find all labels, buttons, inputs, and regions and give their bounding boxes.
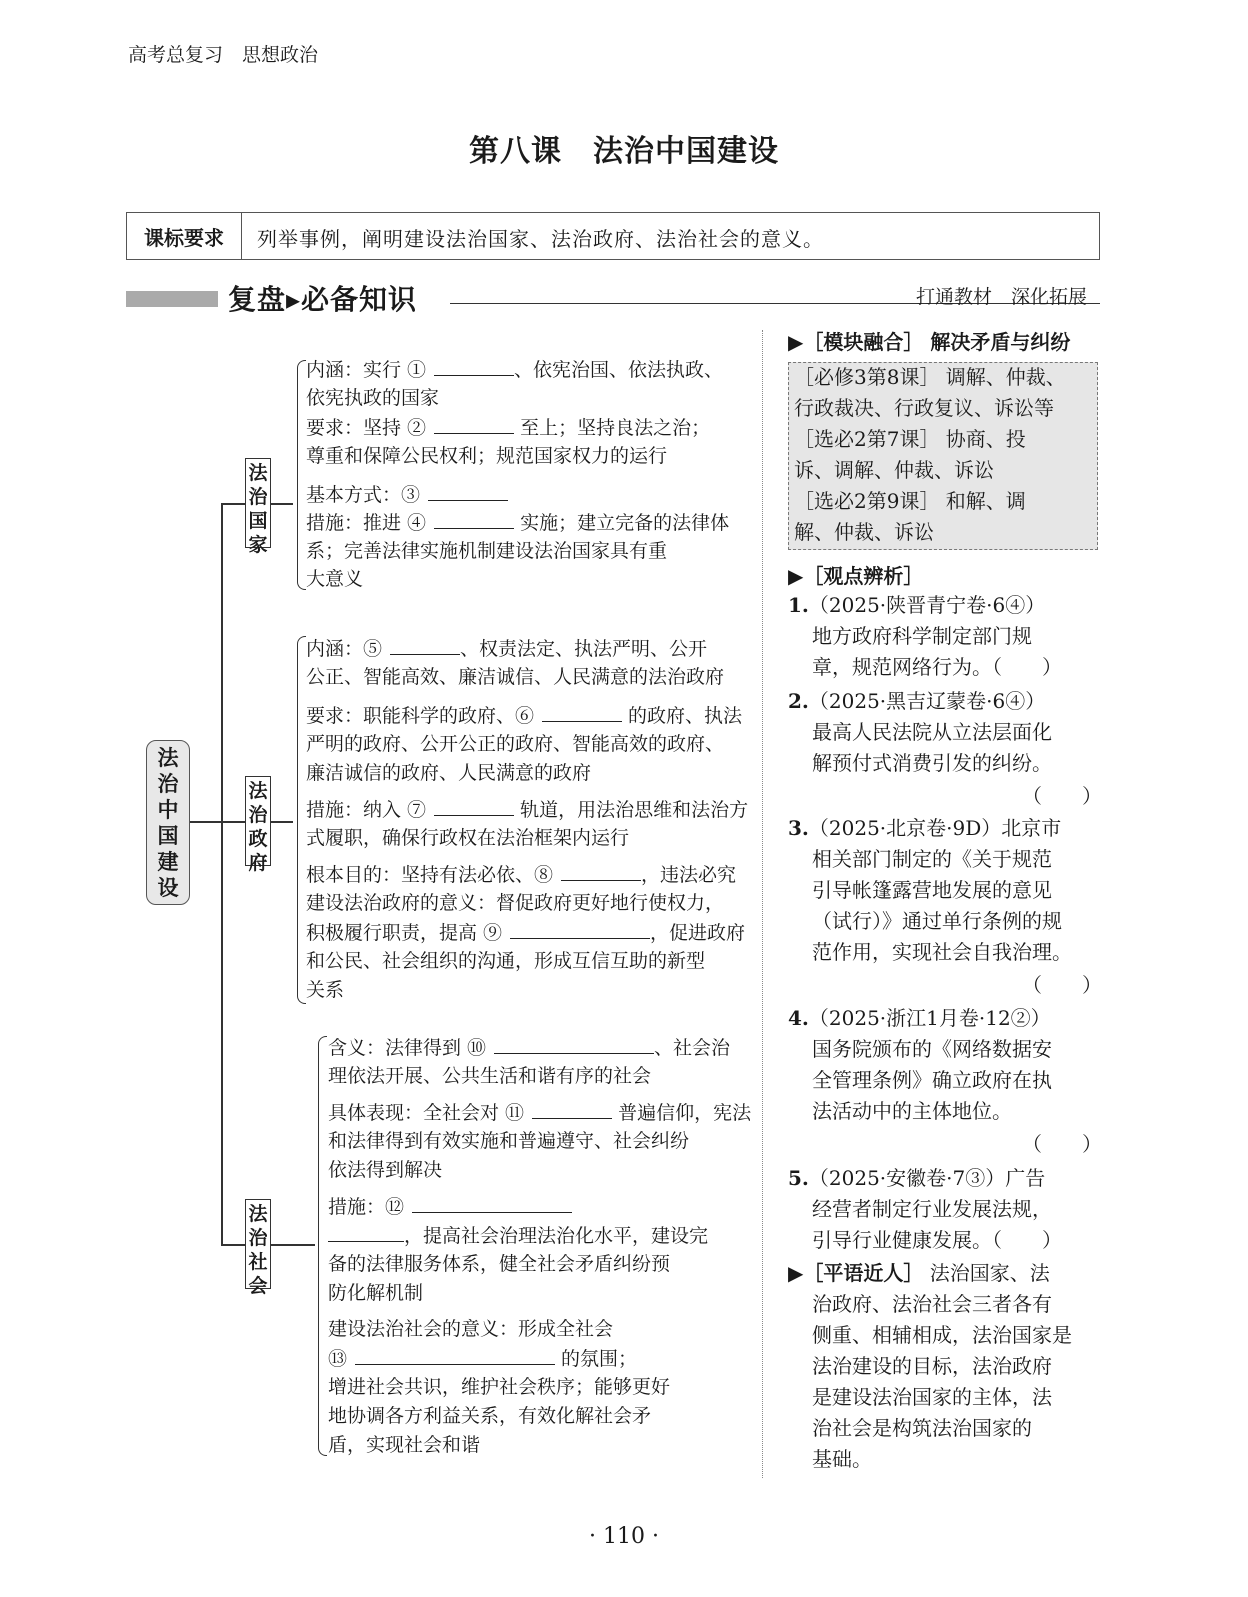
plain-words-line: 治政府、法治社会三者各有 <box>812 1292 1052 1316</box>
viewpoint-item-2-text: 最高人民法院从立法层面化 <box>812 720 1052 744</box>
soc-line-10: 建设法治社会的意义：形成全社会 <box>328 1318 614 1340</box>
connector-society <box>271 1244 315 1246</box>
blank-6[interactable] <box>542 701 622 722</box>
viewpoint-item-3-text: 相关部门制定的《关于规范 <box>812 847 1052 871</box>
gov-line-9: 建设法治政府的意义：督促政府更好地行使权力， <box>306 892 725 914</box>
gov-line-6: 措施：纳入 ⑦ 轨道，用法治思维和法治方 <box>306 795 748 824</box>
gov-line-12: 关系 <box>306 979 345 1001</box>
country-line-3: 要求：坚持 ② 至上；坚持良法之治； <box>306 413 710 442</box>
soc-line-3: 具体表现：全社会对 ⑪ 普遍信仰，宪法 <box>328 1098 751 1127</box>
soc-line-6: 措施：⑫ <box>328 1192 572 1221</box>
blank-2[interactable] <box>434 413 514 434</box>
fusion-line: 诉、调解、仲裁、诉讼 <box>794 458 994 482</box>
answer-bracket[interactable]: （ ） <box>1022 973 1102 997</box>
viewpoint-item-1-source: 1.（2025·陕晋青宁卷·6④） <box>788 593 1046 617</box>
blank-5[interactable] <box>390 634 460 655</box>
viewpoint-item-3-text: 引导帐篷露营地发展的意见 <box>812 878 1052 902</box>
fusion-line: ［必修3第8课］ 调解、仲裁、 <box>794 365 1066 389</box>
blank-11[interactable] <box>532 1098 612 1119</box>
gov-line-1: 内涵：⑤ 、权责法定、执法严明、公开 <box>306 634 707 663</box>
blank-12a[interactable] <box>412 1192 572 1213</box>
fusion-heading: ▶［模块融合］ 解决矛盾与纠纷 <box>788 330 1071 354</box>
plain-words-line: 治社会是构筑法治国家的 <box>812 1416 1032 1440</box>
soc-line-11: ⑬ 的氛围； <box>328 1344 637 1373</box>
soc-line-1: 含义：法律得到 ⑩ 、社会治 <box>328 1033 730 1062</box>
page-number: · 110 · <box>589 1524 659 1549</box>
viewpoint-item-4-source: 4.（2025·浙江1月卷·12②） <box>788 1006 1051 1030</box>
country-line-7: 系；完善法律实施机制建设法治国家具有重 <box>306 540 668 562</box>
blank-3[interactable] <box>428 480 508 501</box>
branch-label-society: 法 治 社 会 <box>245 1199 271 1289</box>
running-header: 高考总复习 思想政治 <box>128 44 319 66</box>
blank-1[interactable] <box>434 355 514 376</box>
answer-bracket[interactable]: （ ） <box>1022 784 1102 808</box>
column-separator <box>762 330 763 1478</box>
root-char: 国 <box>157 822 179 848</box>
viewpoint-item-5-text: 引导行业健康发展。（ ） <box>812 1228 1062 1252</box>
blank-13[interactable] <box>355 1344 555 1365</box>
viewpoint-item-4-text: 法活动中的主体地位。 <box>812 1099 1012 1123</box>
root-char: 法 <box>157 744 179 770</box>
soc-line-8: 备的法律服务体系，健全社会矛盾纠纷预 <box>328 1253 671 1275</box>
country-line-5: 基本方式：③ <box>306 480 508 509</box>
viewpoint-item-3-source: 3.（2025·北京卷·9D）北京市 <box>788 816 1062 840</box>
root-char: 设 <box>157 874 179 900</box>
answer-bracket[interactable]: （ ） <box>1022 1132 1102 1156</box>
viewpoint-item-3-text: 范作用，实现社会自我治理。 <box>812 940 1072 964</box>
branch-line-society <box>221 1244 245 1246</box>
blank-10[interactable] <box>494 1033 654 1054</box>
gov-line-11: 和公民、社会组织的沟通，形成互信互助的新型 <box>306 950 706 972</box>
plain-words-line: 基础。 <box>812 1447 872 1471</box>
root-char: 中 <box>157 796 179 822</box>
viewpoint-item-2-text: 解预付式消费引发的纠纷。 <box>812 751 1052 775</box>
section-subtitle: 打通教材 深化拓展 <box>916 286 1088 308</box>
root-connector <box>190 821 222 823</box>
soc-line-7: ，提高社会治理法治化水平，建设完 <box>328 1221 708 1250</box>
viewpoint-item-1-text: 地方政府科学制定部门规 <box>812 624 1032 648</box>
branch-line-country <box>221 503 245 505</box>
soc-line-9: 防化解机制 <box>328 1282 424 1304</box>
viewpoint-heading: ▶［观点辨析］ <box>788 564 924 588</box>
gov-line-7: 式履职，确保行政权在法治框架内运行 <box>306 827 630 849</box>
soc-line-2: 理依法开展、公共生活和谐有序的社会 <box>328 1065 652 1087</box>
gov-line-8: 根本目的：坚持有法必依、⑧ ，违法必究 <box>306 860 736 889</box>
soc-line-14: 盾，实现社会和谐 <box>328 1434 481 1456</box>
plain-words-line: 是建设法治国家的主体，法 <box>812 1385 1052 1409</box>
blank-7[interactable] <box>434 795 514 816</box>
soc-line-12: 增进社会共识，维护社会秩序；能够更好 <box>328 1376 671 1398</box>
root-char: 治 <box>157 770 179 796</box>
brace-society <box>318 1036 327 1456</box>
blank-9[interactable] <box>510 918 650 939</box>
viewpoint-item-5-text: 经营者制定行业发展法规， <box>812 1197 1052 1221</box>
plain-words-line: 法治建设的目标，法治政府 <box>812 1354 1052 1378</box>
gov-line-10: 积极履行职责，提高 ⑨ ，促进政府 <box>306 918 745 947</box>
viewpoint-item-4-text: 全管理条例》确立政府在执 <box>812 1068 1052 1092</box>
soc-line-13: 地协调各方利益关系，有效化解社会矛 <box>328 1405 652 1427</box>
blank-8[interactable] <box>561 860 641 881</box>
branch-label-government: 法 治 政 府 <box>245 776 271 866</box>
soc-line-4: 和法律得到有效实施和普遍遵守、社会纠纷 <box>328 1130 690 1152</box>
plain-words-line: 侧重、相辅相成，法治国家是 <box>812 1323 1072 1347</box>
viewpoint-item-3-text: （试行）》通过单行条例的规 <box>812 909 1062 933</box>
blank-12b[interactable] <box>328 1221 404 1242</box>
brace-government <box>297 636 306 1004</box>
trunk-line <box>221 503 223 1245</box>
gov-line-2: 公正、智能高效、廉洁诚信、人民满意的法治政府 <box>306 666 725 688</box>
root-char: 建 <box>157 848 179 874</box>
plain-words-first: ▶［平语近人］ 法治国家、法 <box>788 1261 1050 1285</box>
country-line-6: 措施：推进 ④ 实施；建立完备的法律体 <box>306 508 729 537</box>
country-line-4: 尊重和保障公民权利；规范国家权力的运行 <box>306 445 668 467</box>
connector-government <box>271 821 293 823</box>
gov-line-3: 要求：职能科学的政府、⑥ 的政府、执法 <box>306 701 742 730</box>
root-node <box>146 740 190 905</box>
viewpoint-item-4-text: 国务院颁布的《网络数据安 <box>812 1037 1052 1061</box>
viewpoint-item-5-source: 5.（2025·安徽卷·7③）广告 <box>788 1166 1046 1190</box>
fusion-line: 行政裁决、行政复议、诉讼等 <box>794 396 1054 420</box>
country-line-1: 内涵：实行 ① 、依宪治国、依法执政、 <box>306 355 723 384</box>
viewpoint-item-2-source: 2.（2025·黑吉辽蒙卷·6④） <box>788 689 1046 713</box>
connector-country <box>271 503 293 505</box>
gov-line-4: 严明的政府、公开公正的政府、智能高效的政府、 <box>306 733 725 755</box>
blank-4[interactable] <box>434 508 514 529</box>
gov-line-5: 廉洁诚信的政府、人民满意的政府 <box>306 762 592 784</box>
soc-line-5: 依法得到解决 <box>328 1159 443 1181</box>
section-bar <box>126 291 218 307</box>
viewpoint-item-1-text: 章，规范网络行为。（ ） <box>812 655 1062 679</box>
brace-country <box>297 360 306 590</box>
fusion-line: ［选必2第9课］ 和解、调 <box>794 489 1026 513</box>
requirement-box <box>126 212 1100 260</box>
section-title: 复盘▸必备知识 <box>228 283 418 316</box>
fusion-line: ［选必2第7课］ 协商、投 <box>794 427 1026 451</box>
requirement-label: 课标要求 <box>127 213 242 259</box>
requirement-text: 列举事例，阐明建设法治国家、法治政府、法治社会的意义。 <box>257 227 824 251</box>
fusion-line: 解、仲裁、诉讼 <box>794 520 934 544</box>
country-line-2: 依宪执政的国家 <box>306 387 440 409</box>
branch-line-government <box>221 821 245 823</box>
country-line-8: 大意义 <box>306 568 364 590</box>
branch-label-country: 法 治 国 家 <box>245 458 271 548</box>
page-title: 第八课 法治中国建设 <box>469 134 779 169</box>
